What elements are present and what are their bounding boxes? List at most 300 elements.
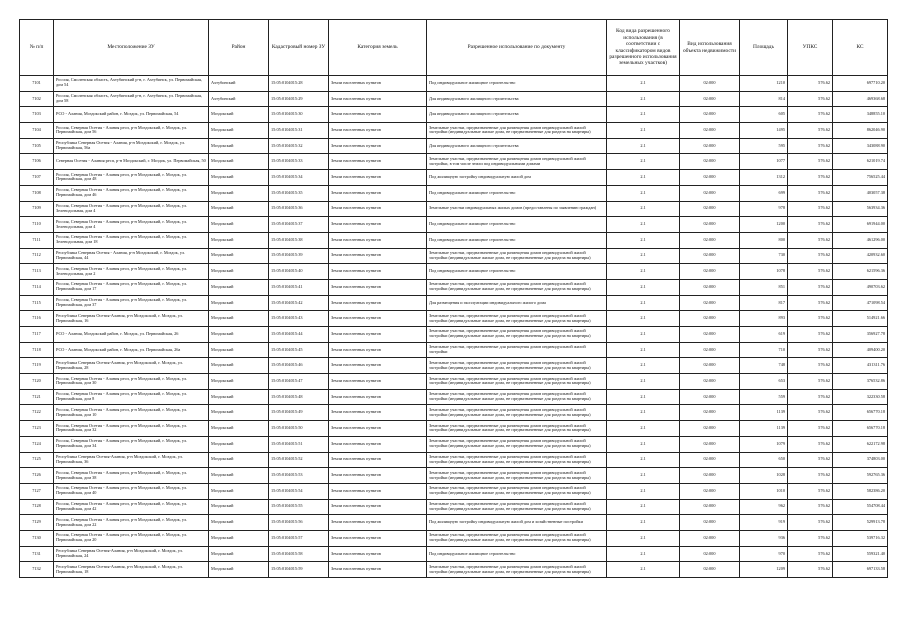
cell-use-type: 02:000 [680,232,740,248]
cell-location: Россия, Северная Осетия - Алания респ, р-н Моздокский, г. Моздок, ул. Первомайская, дом 22 [54,515,209,531]
cell-permitted-use: Земельные участки, предназначенные для размещения домов индивидуальной жилой застройки (индивидуальные жилые дома, не предназначенные для раздела на квартиры) [427,499,607,515]
cell-permitted-use: Под жилищную застройку индивидуальную жилой дом и хозяйственные постройки [427,515,607,531]
cell-area: 619 [740,327,788,343]
cell-use-type: 02:000 [680,546,740,562]
cell-district: Моздокский [209,138,269,154]
cell-row-number: 7121 [20,389,54,405]
cell-use-code: 2.1 [607,76,680,92]
cell-land-category: Земли населенных пунктов [329,452,427,468]
table-row [20,201,888,217]
cell-location: Россия, Северная Осетия - Алания респ, р-н Моздокский, г. Моздок, ул. Первомайская, дом 46 [54,185,209,201]
cell-upks: 576.62 [788,515,833,531]
cell-land-category: Земли населенных пунктов [329,248,427,264]
header-cell: Площадь [740,20,788,76]
cell-land-category: Земли населенных пунктов [329,279,427,295]
cell-upks: 576.62 [788,483,833,499]
cell-row-number: 7128 [20,499,54,515]
cell-row-number: 7109 [20,201,54,217]
cell-area: 605 [740,107,788,123]
cell-location: РСО - Алания, Моздокский район, г. Моздок, ул. Первомайская, 54 [54,107,209,123]
cell-use-type: 02:000 [680,342,740,358]
cell-permitted-use: Земельные участки, предназначенные для размещения домов индивидуальной жилой застройки (индивидуальные жилые дома, не предназначенные для раздела на квартиры) [427,405,607,421]
cell-row-number: 7120 [20,374,54,390]
cell-area: 893 [740,311,788,327]
cell-row-number: 7115 [20,295,54,311]
cell-use-code: 2.1 [607,91,680,107]
cell-cadastral-value: 697710.20 [833,76,888,92]
cell-permitted-use: Земельные участки, предназначенные для размещения домов индивидуальной жилой застройки (индивидуальные жилые дома, не предназначенные для раздела на квартиры) [427,468,607,484]
cell-upks: 576.62 [788,530,833,546]
cell-location: Россия, Северная Осетия - Алания респ, р-н Моздокский, г. Моздок, ул. Первомайская, дом 42 [54,499,209,515]
cell-permitted-use: Для размещения и эксплуатации индивидуального жилого дома [427,295,607,311]
cell-cadastral-value: 554708.44 [833,499,888,515]
cell-upks: 576.62 [788,327,833,343]
cell-cadastral-value: 529913.78 [833,515,888,531]
table-row [20,515,888,531]
cell-permitted-use: Земельные участки, предназначенные для размещения домов индивидуальной жилой застройки, в том числе земли под индивидуальными домами [427,154,607,170]
cell-district: Моздокский [209,201,269,217]
cell-location: РСО - Алания, Моздокский район, г. Моздок, ул. Первомайская, 26а [54,342,209,358]
cell-cadastral-value: 376532.86 [833,374,888,390]
cell-cadastral-value: 322330.58 [833,389,888,405]
cell-cadastral-number: 15:05:0104015:36 [269,201,329,217]
cell-land-category: Земли населенных пунктов [329,562,427,578]
cell-district: Моздокский [209,185,269,201]
cell-cadastral-number: 15:05:0104015:51 [269,436,329,452]
cell-permitted-use: Под индивидуальное жилищное строительство [427,76,607,92]
cell-cadastral-value: 621596.36 [833,264,888,280]
cell-location: Россия, Северная Осетия - Алания респ, р-н Моздокский, г. Моздок, ул. Первомайская, дом 20 [54,530,209,546]
cell-upks: 576.62 [788,342,833,358]
cell-district: Моздокский [209,452,269,468]
header-cell: Код вида разрешенного использования (в соответствии с классификатором видов разрешенного использования земельных участков) [607,20,680,76]
table-row [20,483,888,499]
cell-use-code: 2.1 [607,279,680,295]
cell-use-type: 02:000 [680,154,740,170]
cell-use-type: 02:000 [680,295,740,311]
cell-cadastral-value: 656770.18 [833,405,888,421]
cell-permitted-use: Земельные участки, предназначенные для размещения домов индивидуальной жилой застройки (индивидуальные жилые дома, не предназначенные для раздела на квартиры) [427,279,607,295]
header-cell: Разрешенное использование по документу [427,20,607,76]
cell-cadastral-value: 514921.66 [833,311,888,327]
cell-use-code: 2.1 [607,483,680,499]
cell-cadastral-number: 15:05:0104015:33 [269,154,329,170]
cell-district: Ахтубинский [209,91,269,107]
cell-area: 1139 [740,421,788,437]
cell-district: Моздокский [209,436,269,452]
table-row [20,405,888,421]
cell-row-number: 7104 [20,123,54,139]
cell-location: Россия, Северная Осетия - Алания респ, р-н Моздокский, г. Моздок, ул. Зеленодольная, дом 4 [54,217,209,233]
cell-use-code: 2.1 [607,468,680,484]
cell-land-category: Земли населенных пунктов [329,201,427,217]
cell-district: Моздокский [209,530,269,546]
cell-permitted-use: Земельные участки, предназначенные для размещения домов индивидуальной жилой застройки (индивидуальные жилые дома, не предназначенные для раздела на квартиры) [427,248,607,264]
cell-use-type: 02:000 [680,436,740,452]
cell-upks: 576.62 [788,389,833,405]
cell-use-code: 2.1 [607,436,680,452]
cell-cadastral-value: 559321.40 [833,546,888,562]
cell-land-category: Земли населенных пунктов [329,499,427,515]
cell-use-code: 2.1 [607,562,680,578]
cell-district: Моздокский [209,483,269,499]
cell-row-number: 7116 [20,311,54,327]
cell-area: 1495 [740,123,788,139]
cell-land-category: Земли населенных пунктов [329,76,427,92]
cell-row-number: 7112 [20,248,54,264]
cell-district: Моздокский [209,546,269,562]
cell-location: Россия, Северная Осетия - Алания респ, р-н Моздокский, г. Моздок, ул. Первомайская, дом 56 [54,123,209,139]
cell-area: 559 [740,389,788,405]
cell-cadastral-value: 356927.78 [833,327,888,343]
cell-district: Моздокский [209,123,269,139]
cell-cadastral-value: 461296.00 [833,232,888,248]
cell-use-code: 2.1 [607,358,680,374]
cell-use-code: 2.1 [607,405,680,421]
cell-area: 919 [740,515,788,531]
cell-use-code: 2.1 [607,138,680,154]
cell-permitted-use: Под индивидуальное жилищное строительство [427,217,607,233]
cell-land-category: Земли населенных пунктов [329,530,427,546]
cell-upks: 576.62 [788,546,833,562]
cell-district: Моздокский [209,107,269,123]
cell-district: Моздокский [209,468,269,484]
cell-area: 748 [740,358,788,374]
cell-land-category: Земли населенных пунктов [329,185,427,201]
cell-upks: 576.62 [788,358,833,374]
cell-location: Республика Северная Осетия-Алания, р-н Моздокский, г. Моздок, ул. Первомайская, 36 [54,452,209,468]
cell-cadastral-number: 15:05:0104015:39 [269,248,329,264]
cell-use-type: 02:000 [680,515,740,531]
cell-location: Республика Северная Осетия-Алания, р-н Моздокский, г. Моздок, ул. Первомайская, 24 [54,546,209,562]
cell-area: 1028 [740,468,788,484]
cell-use-type: 02:000 [680,358,740,374]
cell-district: Моздокский [209,405,269,421]
cell-upks: 576.62 [788,138,833,154]
cell-land-category: Земли населенных пунктов [329,389,427,405]
cell-row-number: 7106 [20,154,54,170]
cell-use-type: 02:000 [680,499,740,515]
cell-cadastral-value: 469368.68 [833,91,888,107]
cell-cadastral-value: 622172.98 [833,436,888,452]
cell-area: 1010 [740,483,788,499]
cell-permitted-use: Земельные участки, предназначенные для размещения домов индивидуальной жилой застройки (индивидуальные жилые дома, не предназначенные для раздела на квартиры) [427,358,607,374]
cell-cadastral-value: 621019.74 [833,154,888,170]
cell-location: Россия, Смоленская область, Ахтубинский р-н, г. Ахтубинск, ул. Первомайская, дом 58 [54,91,209,107]
cell-row-number: 7111 [20,232,54,248]
cell-location: Республика Северная Осетия-Алания, р-н Моздокский, г. Моздок, ул. Первомайская, 28 [54,358,209,374]
cell-upks: 576.62 [788,405,833,421]
cell-land-category: Земли населенных пунктов [329,107,427,123]
cell-cadastral-number: 15:05:0104015:43 [269,311,329,327]
cell-cadastral-number: 15:05:0104015:47 [269,374,329,390]
cell-land-category: Земли населенных пунктов [329,342,427,358]
cell-area: 1209 [740,562,788,578]
cell-upks: 576.62 [788,154,833,170]
cell-use-type: 02:000 [680,138,740,154]
cell-row-number: 7105 [20,138,54,154]
cell-district: Моздокский [209,389,269,405]
cell-location: Россия, Северная Осетия - Алания респ, р-н Моздокский, г. Моздок, ул. Зеленодольная, дом 4 [54,201,209,217]
cell-land-category: Земли населенных пунктов [329,483,427,499]
cell-location: Россия, Северная Осетия - Алания респ, р-н Моздокский, г. Моздок, ул. Первомайская, дом 38 [54,468,209,484]
table-header-row [20,20,888,76]
table-row [20,562,888,578]
cell-row-number: 7118 [20,342,54,358]
cell-land-category: Земли населенных пунктов [329,232,427,248]
cell-location: Россия, Северная Осетия - Алания респ, р-н Моздокский, г. Моздок, ул. Первомайская, дом 48 [54,170,209,186]
cell-cadastral-value: 862046.90 [833,123,888,139]
cell-cadastral-number: 15:05:0104015:54 [269,483,329,499]
table-row [20,279,888,295]
cell-use-type: 02:000 [680,201,740,217]
header-cell: КС [833,20,888,76]
cell-row-number: 7119 [20,358,54,374]
cell-use-code: 2.1 [607,374,680,390]
cell-row-number: 7102 [20,91,54,107]
cell-row-number: 7124 [20,436,54,452]
cell-area: 978 [740,201,788,217]
cell-use-type: 02:000 [680,217,740,233]
cell-use-type: 02:000 [680,311,740,327]
cell-upks: 576.62 [788,185,833,201]
cell-cadastral-number: 15:05:0104015:46 [269,358,329,374]
cell-use-type: 02:000 [680,248,740,264]
cell-use-code: 2.1 [607,170,680,186]
cell-area: 970 [740,546,788,562]
cell-cadastral-number: 15:05:0104015:28 [269,76,329,92]
cell-land-category: Земли населенных пунктов [329,374,427,390]
cell-permitted-use: Земельные участки, предназначенные для размещения домов индивидуальной жилой застройки (индивидуальные жилые дома, не предназначенные для раздела на квартиры) [427,436,607,452]
cell-district: Моздокский [209,421,269,437]
table-row [20,123,888,139]
cell-area: 595 [740,138,788,154]
cell-district: Моздокский [209,295,269,311]
cell-use-code: 2.1 [607,389,680,405]
cell-cadastral-number: 15:05:0104015:34 [269,170,329,186]
cell-location: Россия, Северная Осетия - Алания респ, р-н Моздокский, г. Моздок, ул. Первомайская, дом 34 [54,436,209,452]
cell-land-category: Земли населенных пунктов [329,421,427,437]
cell-area: 962 [740,499,788,515]
cell-cadastral-number: 15:05:0104015:41 [269,279,329,295]
cell-use-code: 2.1 [607,295,680,311]
cell-upks: 576.62 [788,201,833,217]
cell-cadastral-number: 15:05:0104015:42 [269,295,329,311]
cell-row-number: 7113 [20,264,54,280]
cell-cadastral-number: 15:05:0104015:53 [269,468,329,484]
table-row [20,138,888,154]
cell-upks: 576.62 [788,232,833,248]
cell-use-code: 2.1 [607,264,680,280]
table-row [20,185,888,201]
cell-area: 730 [740,248,788,264]
cell-row-number: 7127 [20,483,54,499]
cell-district: Моздокский [209,562,269,578]
table-row [20,546,888,562]
cell-permitted-use: Земельные участки, предназначенные для размещения домов индивидуальной жилой застройки [427,342,607,358]
cell-use-type: 02:000 [680,405,740,421]
table-row [20,389,888,405]
cell-cadastral-number: 15:05:0104015:40 [269,264,329,280]
cell-area: 1079 [740,436,788,452]
cell-permitted-use: Для индивидуального жилищного строительства [427,138,607,154]
cell-permitted-use: Под жилищную застройку индивидуальную жилой дом [427,170,607,186]
cell-area: 800 [740,232,788,248]
cadastral-value-table [19,19,888,578]
cell-use-type: 02:000 [680,185,740,201]
cell-cadastral-number: 15:05:0104015:50 [269,421,329,437]
cell-cadastral-number: 15:05:0104015:48 [269,389,329,405]
table-row [20,468,888,484]
cell-area: 710 [740,342,788,358]
cell-cadastral-number: 15:05:0104015:38 [269,232,329,248]
cell-use-code: 2.1 [607,421,680,437]
table-row [20,452,888,468]
cell-use-code: 2.1 [607,123,680,139]
cell-cadastral-number: 15:05:0104015:45 [269,342,329,358]
table-row [20,421,888,437]
cell-upks: 576.62 [788,279,833,295]
table-body [20,76,888,578]
cell-permitted-use: Земельные участки индивидуальных жилых домов (предоставлены по заявлению граждан) [427,201,607,217]
table-row [20,530,888,546]
cell-cadastral-value: 431311.76 [833,358,888,374]
cell-land-category: Земли населенных пунктов [329,436,427,452]
cell-cadastral-number: 15:05:0104015:58 [269,546,329,562]
cell-row-number: 7110 [20,217,54,233]
cell-district: Моздокский [209,515,269,531]
cell-cadastral-value: 403057.38 [833,185,888,201]
cell-use-code: 2.1 [607,201,680,217]
cell-row-number: 7107 [20,170,54,186]
cell-cadastral-value: 582386.20 [833,483,888,499]
cell-area: 650 [740,452,788,468]
cell-area: 817 [740,295,788,311]
cell-row-number: 7101 [20,76,54,92]
cell-row-number: 7117 [20,327,54,343]
cell-area: 1312 [740,170,788,186]
cell-area: 699 [740,185,788,201]
cell-land-category: Земли населенных пунктов [329,154,427,170]
cell-permitted-use: Земельные участки, предназначенные для размещения домов индивидуальной жилой застройки (индивидуальные жилые дома, не предназначенные для раздела на квартиры) [427,311,607,327]
table-row [20,170,888,186]
cell-land-category: Земли населенных пунктов [329,170,427,186]
cell-district: Моздокский [209,499,269,515]
cell-cadastral-number: 15:05:0104015:44 [269,327,329,343]
cell-area: 1077 [740,154,788,170]
cell-district: Моздокский [209,358,269,374]
cell-cadastral-number: 15:05:0104015:31 [269,123,329,139]
cell-upks: 576.62 [788,311,833,327]
cell-permitted-use: Земельные участки, предназначенные для размещения домов индивидуальной жилой застройки (индивидуальные жилые дома, не предназначенные для раздела на квартиры) [427,421,607,437]
cell-row-number: 7131 [20,546,54,562]
cell-location: Республика Северная Осетия - Алания, р-н Моздокский, г. Моздок, ул. Первомайская, 56а [54,138,209,154]
cell-land-category: Земли населенных пунктов [329,405,427,421]
cell-area: 1139 [740,405,788,421]
cell-use-code: 2.1 [607,342,680,358]
cell-location: Республика Северная Осетия-Алания, р-н Моздокский, г. Моздок, ул. Первомайская, 16 [54,311,209,327]
cell-use-type: 02:000 [680,327,740,343]
cell-use-code: 2.1 [607,327,680,343]
cell-permitted-use: Под индивидуальное жилищное строительство [427,264,607,280]
cell-permitted-use: Под индивидуальное жилищное строительство [427,232,607,248]
cell-land-category: Земли населенных пунктов [329,91,427,107]
header-cell: Вид использования объекта недвижимости [680,20,740,76]
cell-cadastral-value: 697133.58 [833,562,888,578]
cell-district: Моздокский [209,248,269,264]
header-cell: № п/п [20,20,54,76]
cell-use-type: 02:000 [680,452,740,468]
cell-permitted-use: Земельные участки, предназначенные для размещения домов индивидуальной жилой застройки (индивидуальные жилые дома, не предназначенные для раздела на квартиры) [427,452,607,468]
cell-cadastral-value: 420932.60 [833,248,888,264]
cell-use-code: 2.1 [607,546,680,562]
cell-upks: 576.62 [788,452,833,468]
cell-location: РСО - Алания, Моздокский район, г. Моздок, ул. Первомайская, 26 [54,327,209,343]
cell-location: Россия, Северная Осетия - Алания респ, р-н Моздокский, г. Моздок, ул. Первомайская, дом 17 [54,279,209,295]
cell-cadastral-value: 691944.00 [833,217,888,233]
cell-use-code: 2.1 [607,515,680,531]
cell-permitted-use: Земельные участки, предназначенные для размещения домов индивидуальной жилой застройки (индивидуальные жилые дома, не предназначенные для раздела на квартиры) [427,389,607,405]
table-row [20,217,888,233]
cell-use-type: 02:000 [680,562,740,578]
cell-row-number: 7123 [20,421,54,437]
cell-location: Россия, Северная Осетия - Алания респ, р-н Моздокский, г. Моздок, ул. Первомайская, дом 30 [54,374,209,390]
cell-location: Россия, Северная Осетия - Алания респ, р-н Моздокский, г. Моздок, ул. Первомайская, дом 8 [54,389,209,405]
cell-district: Моздокский [209,327,269,343]
cell-cadastral-value: 539716.32 [833,530,888,546]
cell-use-type: 02:000 [680,530,740,546]
table-row [20,342,888,358]
cell-upks: 576.62 [788,499,833,515]
cell-permitted-use: Земельные участки, предназначенные для размещения домов индивидуальной жилой застройки (индивидуальные жилые дома, не предназначенные для раздела на квартиры) [427,123,607,139]
cell-use-code: 2.1 [607,217,680,233]
cell-upks: 576.62 [788,562,833,578]
cell-permitted-use: Земельные участки, предназначенные для размещения домов индивидуальной жилой застройки (индивидуальные жилые дома, не предназначенные для раздела на квартиры) [427,374,607,390]
cell-row-number: 7125 [20,452,54,468]
table-row [20,154,888,170]
cell-district: Моздокский [209,154,269,170]
cell-upks: 576.62 [788,374,833,390]
cell-upks: 576.62 [788,421,833,437]
header-cell: УПКС [788,20,833,76]
cell-upks: 576.62 [788,248,833,264]
cell-permitted-use: Под индивидуальное жилищное строительство [427,546,607,562]
cell-use-type: 02:000 [680,389,740,405]
cell-cadastral-number: 15:05:0104015:52 [269,452,329,468]
cell-cadastral-value: 656770.18 [833,421,888,437]
cell-upks: 576.62 [788,123,833,139]
cell-row-number: 7129 [20,515,54,531]
cell-upks: 576.62 [788,170,833,186]
cell-row-number: 7108 [20,185,54,201]
cell-cadastral-value: 409400.20 [833,342,888,358]
cell-use-type: 02:000 [680,374,740,390]
cell-use-type: 02:000 [680,91,740,107]
cell-use-type: 02:000 [680,76,740,92]
cell-cadastral-number: 15:05:0104015:55 [269,499,329,515]
cell-district: Моздокский [209,279,269,295]
cell-use-type: 02:000 [680,123,740,139]
cell-cadastral-value: 348855.10 [833,107,888,123]
cell-district: Моздокский [209,170,269,186]
cell-use-type: 02:000 [680,264,740,280]
cell-location: Северная Осетия - Алания респ, р-н Моздокский, г. Моздок, ул. Первомайская, 50 [54,154,209,170]
cell-use-code: 2.1 [607,452,680,468]
cell-upks: 576.62 [788,436,833,452]
cell-use-type: 02:000 [680,421,740,437]
cell-land-category: Земли населенных пунктов [329,515,427,531]
table-row [20,264,888,280]
